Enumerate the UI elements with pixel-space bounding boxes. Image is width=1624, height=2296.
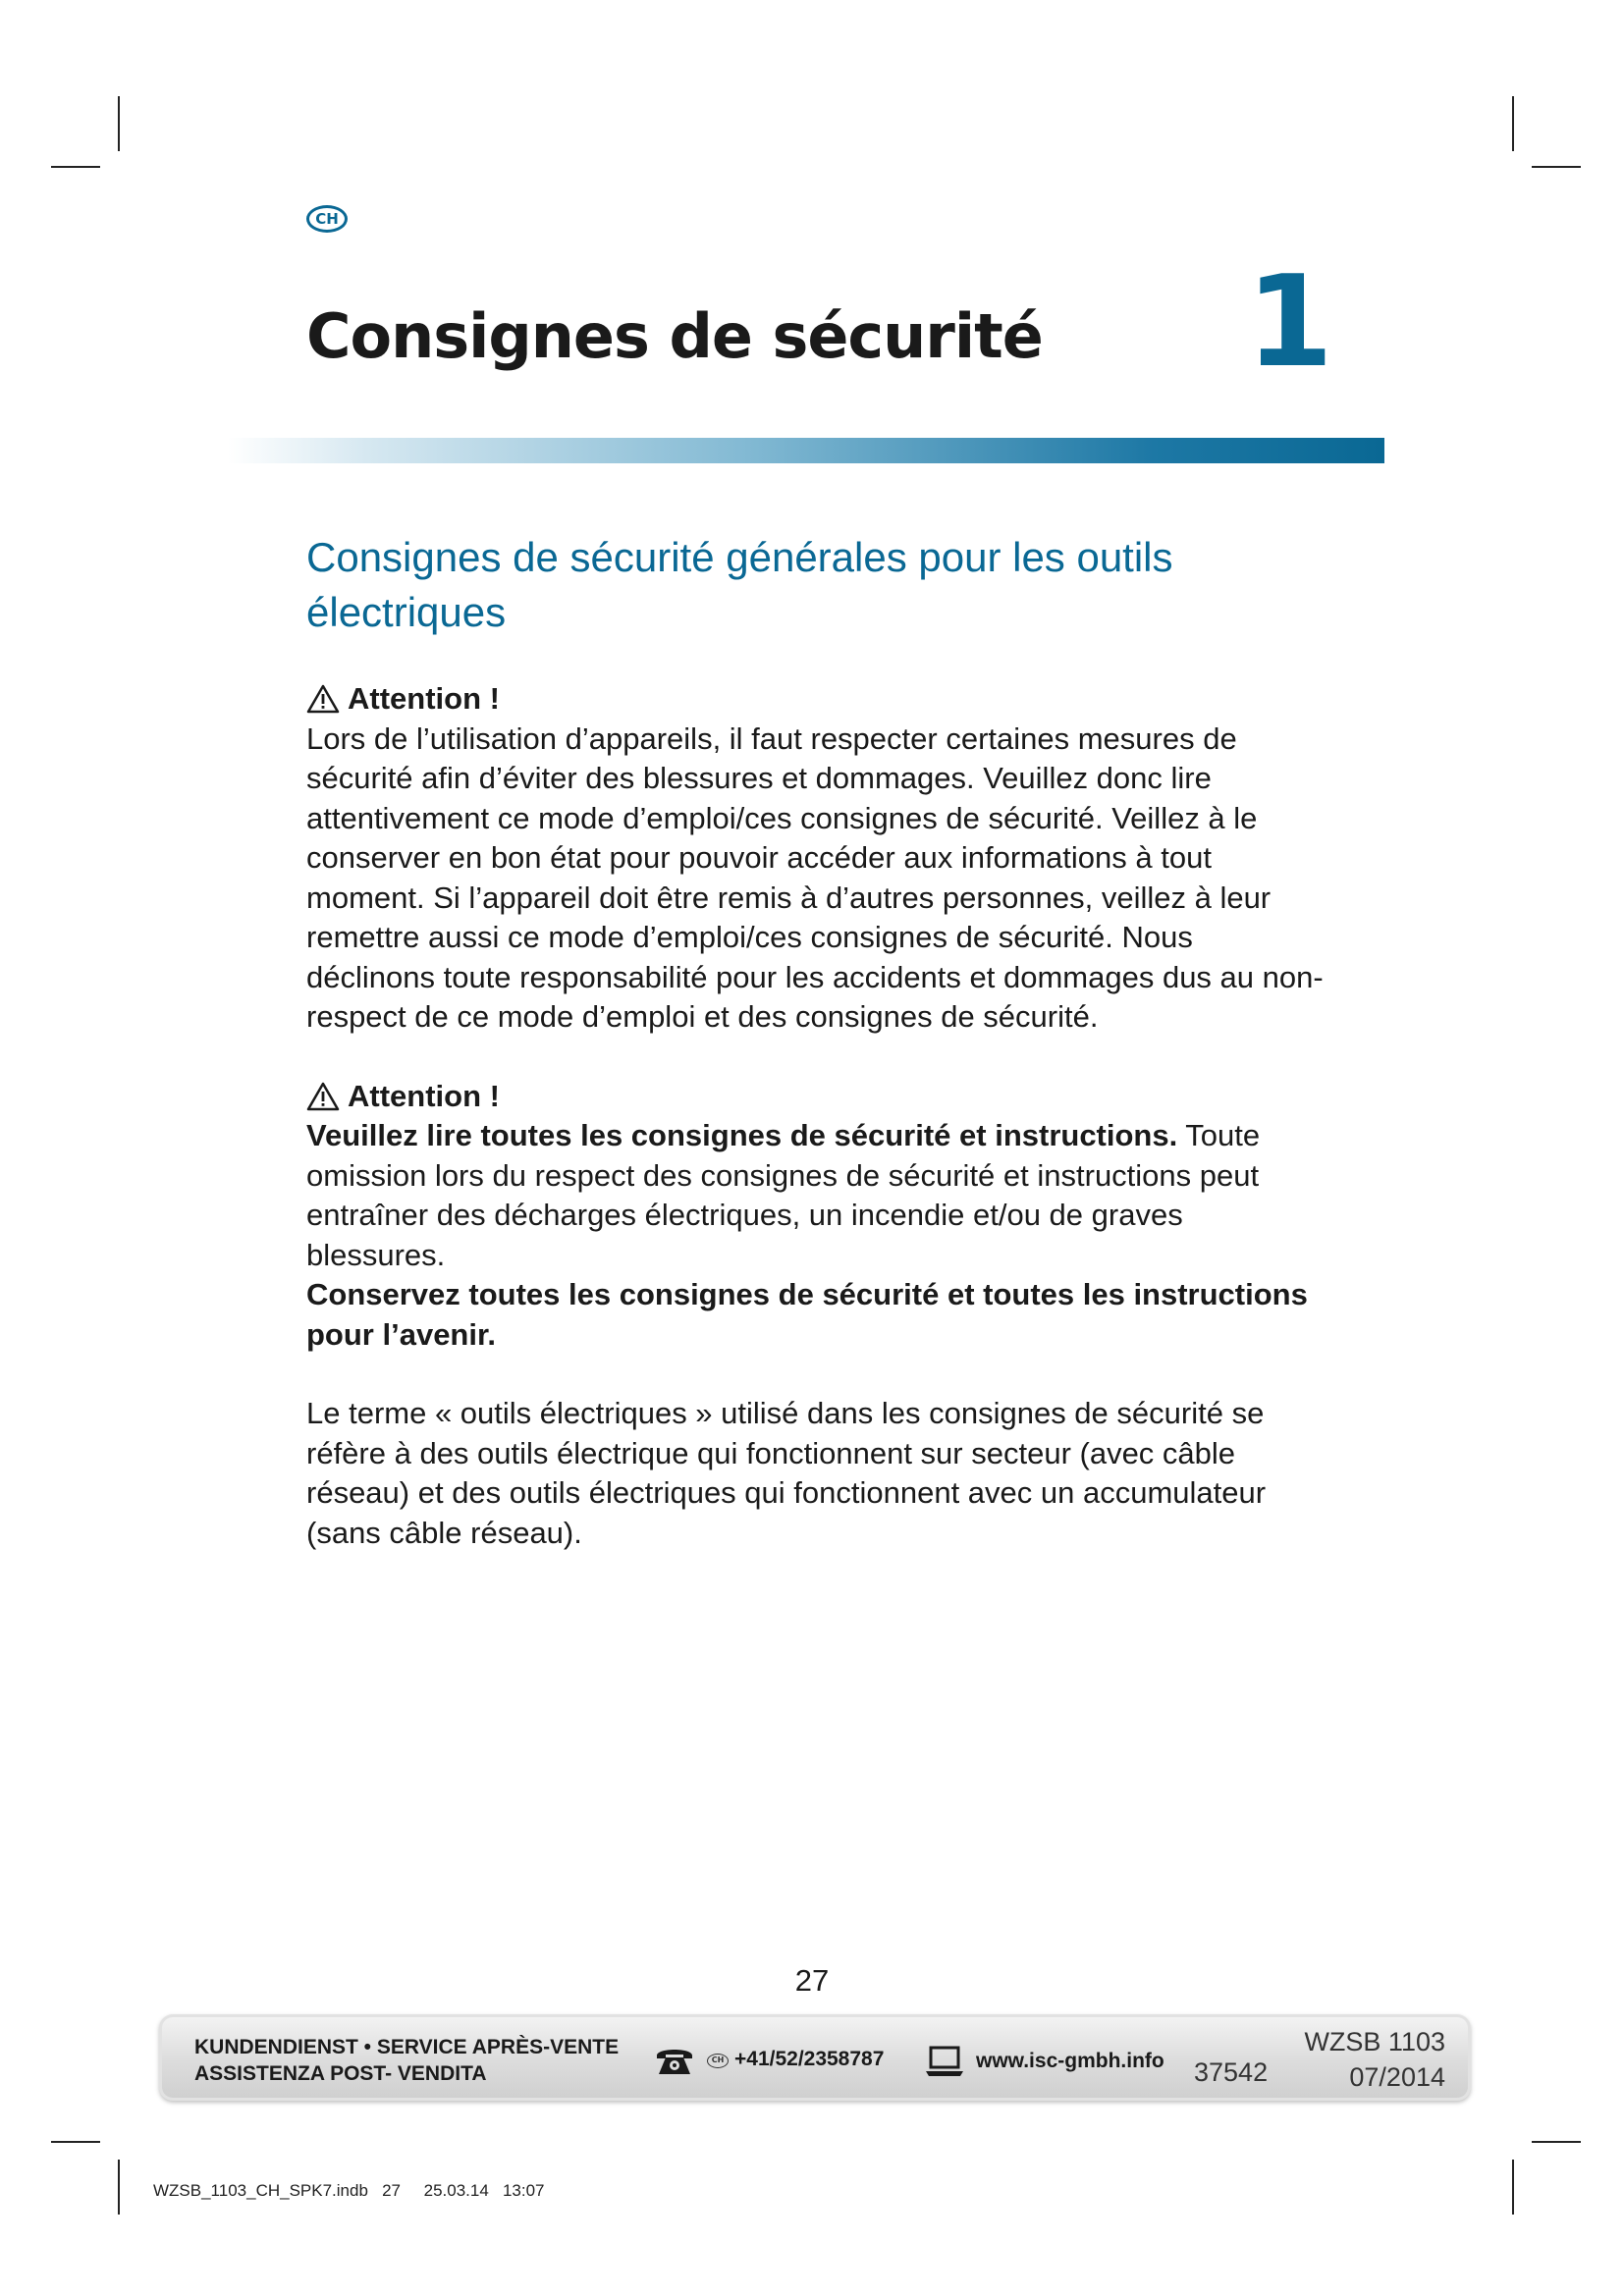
country-badge: CH bbox=[306, 205, 348, 233]
footer-service-label bbox=[194, 2034, 619, 2087]
attention-label: Attention ! bbox=[348, 1078, 500, 1113]
crop-mark-top-left-vertical bbox=[118, 96, 120, 151]
crop-mark-bottom-left-vertical bbox=[118, 2160, 120, 2215]
attention-heading-1 bbox=[306, 679, 1327, 720]
attention-heading-2 bbox=[306, 1077, 1327, 1117]
footer-service-band bbox=[159, 2014, 1471, 2101]
footer-article-code: 37542 bbox=[1194, 2057, 1269, 2087]
title-gradient-bar bbox=[228, 438, 1384, 463]
keep-instructions-note: Conservez toutes les consignes de sécurité et toutes les instructions pour l’avenir. bbox=[306, 1277, 1308, 1352]
bold-lead: Veuillez lire toutes les consignes de sécurité et instructions. bbox=[306, 1118, 1178, 1152]
footer-edition-date: 07/2014 bbox=[1349, 2062, 1445, 2092]
paragraph-text: Toute omission lors du respect des consignes de sécurité et instructions peut entraîner des décharges électriques, un incendie et/ou de graves blessures. bbox=[306, 1118, 1261, 1272]
section-heading: Consignes de sécurité générales pour les outils électriques bbox=[306, 534, 1173, 635]
chapter-number: 1 bbox=[1245, 249, 1333, 396]
page-number: 27 bbox=[794, 1963, 830, 1998]
attention-label: Attention ! bbox=[348, 681, 500, 716]
warning-triangle-icon bbox=[306, 1082, 340, 1111]
crop-mark-top-left-horizontal bbox=[51, 166, 100, 168]
footer-service-line-2: ASSISTENZA POST- VENDITA bbox=[194, 2062, 487, 2085]
crop-mark-top-right-horizontal bbox=[1532, 166, 1581, 168]
crop-mark-bottom-left-horizontal bbox=[51, 2141, 100, 2143]
attention-paragraph-1: Lors de l’utilisation d’appareils, il faut respecter certaines mesures de sécurité afin d’éviter des blessures et dommages. Veuillez donc lire attentivement ce mode d’emploi/ces consignes de sécurité. Veillez à le conserver en bon état pour pouvoir accéder aux informations à tout moment. Si l’appareil doit être remis à d’autres personnes, veillez à leur remettre aussi ce mode d’emploi/ces consignes de sécurité. Nous déclinons toute responsabilité pour les accidents et dommages dus au non-respect de ce mode d’emploi et des consignes de sécurité. bbox=[306, 721, 1324, 1034]
spacer bbox=[306, 1038, 1327, 1077]
footer-model-number: WZSB 1103 bbox=[1304, 2027, 1445, 2056]
footer-website: www.isc-gmbh.info bbox=[976, 2050, 1164, 2072]
footer-service-line-1: KUNDENDIENST • SERVICE APRÈS-VENTE bbox=[194, 2036, 620, 2058]
footer-country-badge: CH bbox=[707, 2054, 729, 2068]
telephone-icon bbox=[654, 2044, 695, 2077]
warning-triangle-icon bbox=[306, 684, 340, 714]
definition-paragraph: Le terme « outils électriques » utilisé dans les consignes de sécurité se réfère à des outils électrique qui fonctionnent sur secteur (avec câble réseau) et des outils électriques qui fonctionnent avec un accumulateur (sans câble réseau). bbox=[306, 1396, 1267, 1550]
attention-paragraph-2 bbox=[306, 1116, 1327, 1275]
crop-mark-top-right-vertical bbox=[1512, 96, 1514, 151]
crop-mark-bottom-right-horizontal bbox=[1532, 2141, 1581, 2143]
crop-mark-bottom-right-vertical bbox=[1512, 2160, 1514, 2215]
main-content bbox=[306, 679, 1327, 1553]
print-slug: WZSB_1103_CH_SPK7.indb 27 25.03.14 13:07 bbox=[153, 2181, 545, 2200]
footer-phone-number: +41/52/2358787 bbox=[734, 2048, 885, 2070]
laptop-icon bbox=[925, 2046, 964, 2077]
chapter-title: Consignes de sécurité bbox=[306, 300, 1043, 372]
footer-model-info bbox=[1304, 2024, 1445, 2095]
spacer bbox=[306, 1355, 1327, 1394]
